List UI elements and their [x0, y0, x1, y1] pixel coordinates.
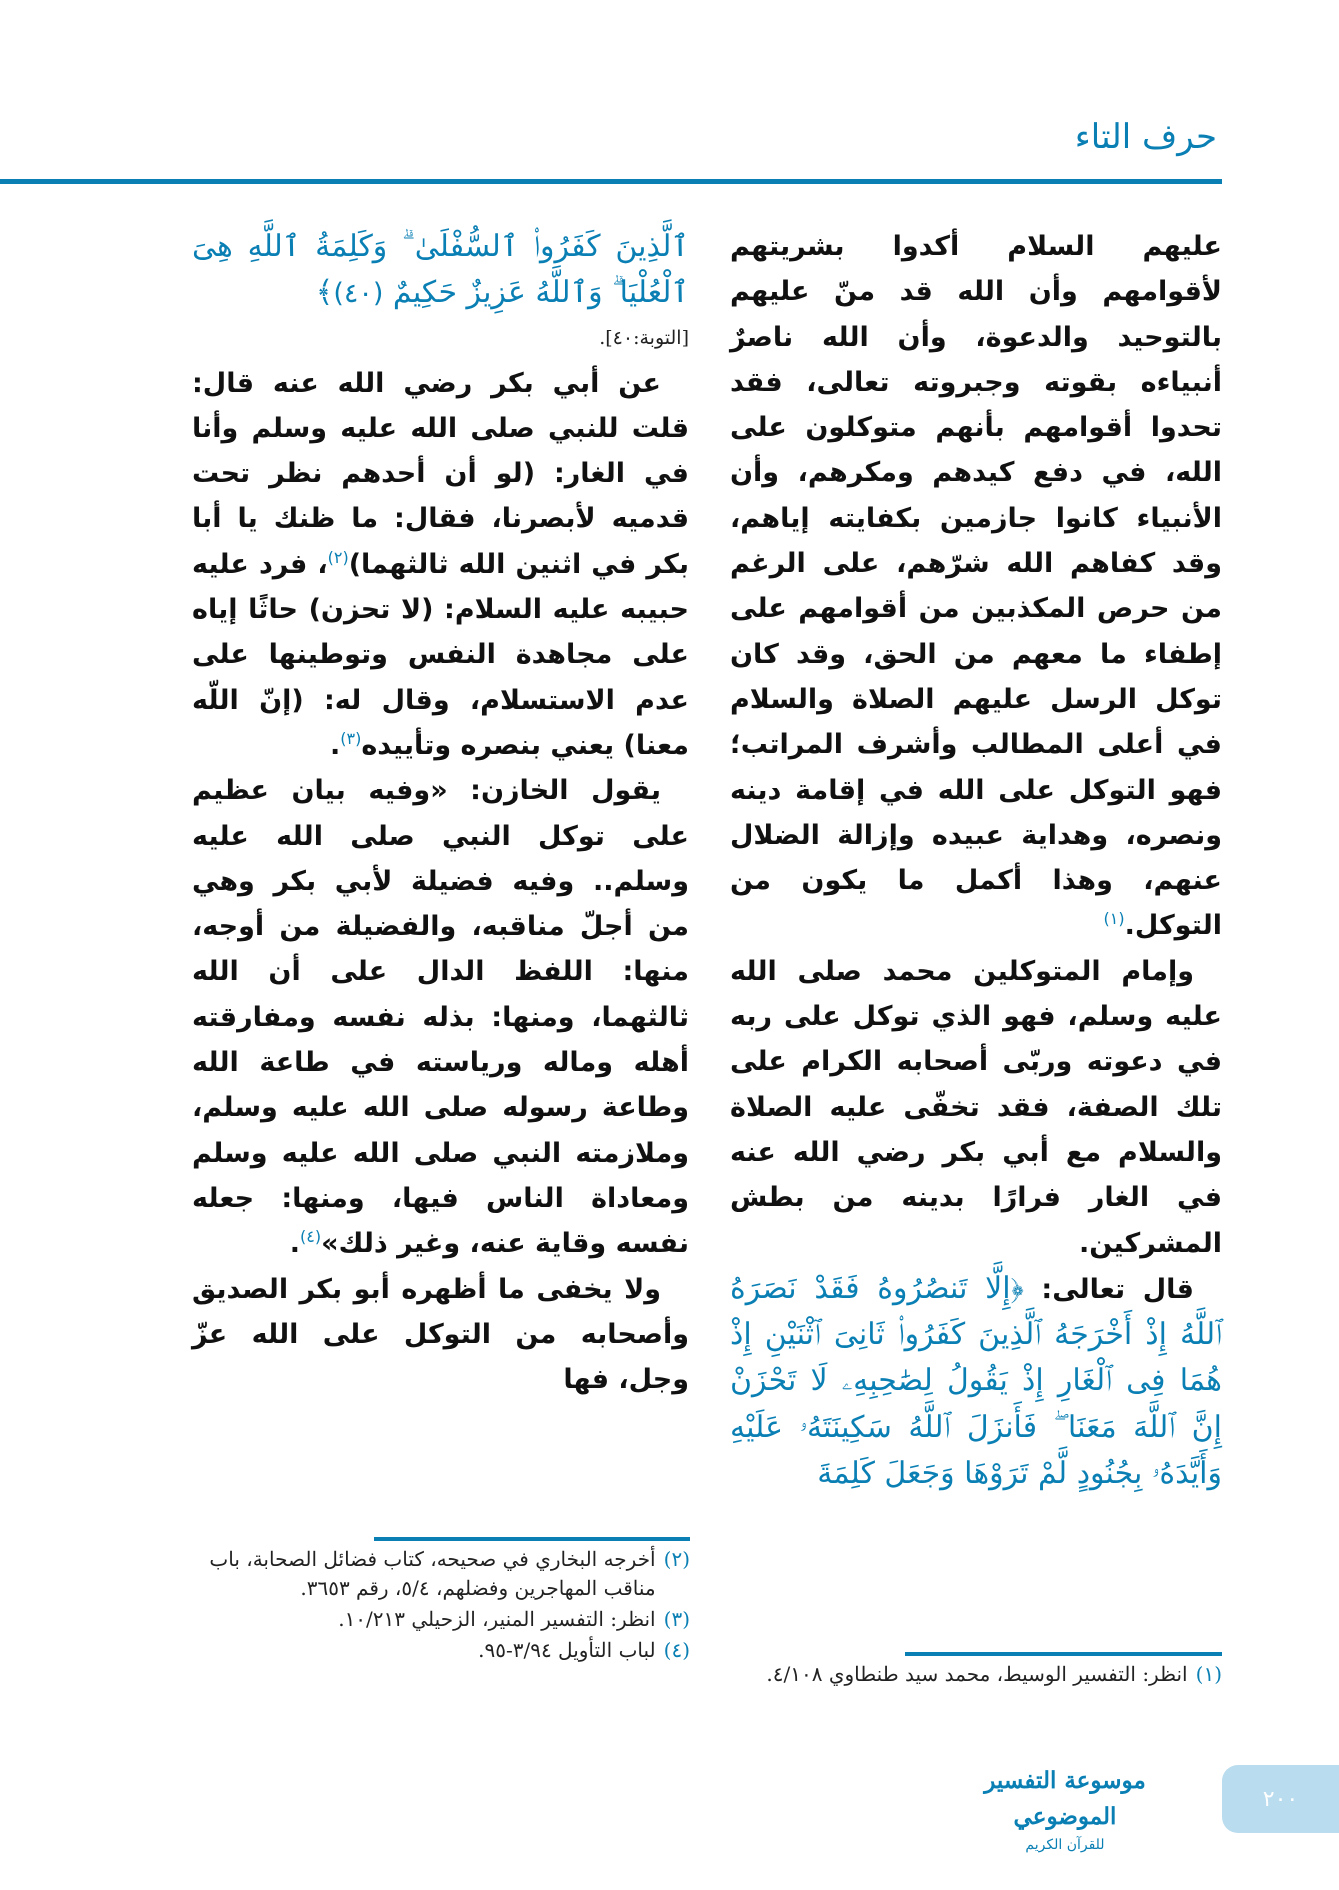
quran-verse: إِلَّا تَنصُرُوهُ فَقَدْ نَصَرَهُ ٱللَّهُ إِذْ أَخْرَجَهُ ٱلَّذِينَ كَفَرُوا۟ ثَانِىَ ٱثْنَيْنِ إِذْ هُمَا فِى ٱلْغَارِ إِذْ يَقُولُ لِصَٰحِبِهِۦ لَا تَحْزَنْ إِنَّ ٱللَّهَ مَعَنَا ۖ فَأَنزَلَ ٱللَّهُ سَكِينَتَهُۥ عَلَيْهِ وَأَيَّدَهُۥ بِجُنُودٍ لَّمْ تَرَوْهَا وَجَعَلَ كَلِمَةَ	[730, 1270, 1222, 1492]
footnote-ref[interactable]: (٤)	[300, 1227, 322, 1247]
quran-verse: ٱلَّذِينَ كَفَرُوا۟ ٱلسُّفْلَىٰ ۗ وَكَلِمَةُ ٱللَّهِ هِىَ ٱلْعُلْيَا ۗ وَٱللَّهُ عَزِيزٌ حَكِيمٌ	[192, 229, 689, 311]
paragraph-end: .	[330, 729, 341, 761]
footnote-ref[interactable]: (٣)	[340, 728, 362, 748]
ayah-number: ٤٠	[343, 278, 373, 310]
footnote-ref[interactable]: (١)	[1103, 909, 1125, 929]
page-number: ٢٠٠	[1262, 1786, 1299, 1812]
right-column	[730, 224, 1222, 1497]
paragraph: وإمام المتوكلين محمد صلى الله عليه وسلم، فهو الذي توكل على ربه في دعوته وربّى أصحابه الكرام على تلك الصفة، فقد تخفّى عليه الصلاة والسلام مع أبي بكر رضي الله عنه في الغار فرارًا بدينه من بطش المشركين.	[730, 955, 1222, 1259]
ayah-number-icon: (٤٠)	[333, 278, 384, 310]
paragraph-end: .	[289, 1228, 301, 1260]
footnote-ref[interactable]: (٢)	[327, 547, 349, 567]
footnote-divider-right	[905, 1652, 1222, 1656]
footnote-number: (١)	[1195, 1662, 1222, 1686]
logo-line-2: للقرآن الكريم	[1025, 1837, 1105, 1853]
footnote-item	[185, 1545, 690, 1603]
footnote-text: أخرجه البخاري في صحيحه، كتاب فضائل الصحابة، باب مناقب المهاجرين وفضلهم، ٥/٤، رقم ٣٦٥٣.	[209, 1547, 656, 1600]
footnote-item	[185, 1636, 690, 1665]
header-divider	[0, 179, 1222, 184]
quran-close-bracket: ﴾	[315, 275, 334, 311]
paragraph-text: عليهم السلام أكدوا بشريتهم لأقوامهم وأن الله قد منّ عليهم بالتوحيد والدعوة، وأن الله ناصرٌ أنبياءه بقوته وجبروته تعالى، فقد تحدوا أقوامهم بأنهم متوكلون على الله، في دفع كيدهم ومكرهم، وأن الأنبياء كانوا جازمين بكفايته إياهم، وقد كفاهم الله شرّهم، على الرغم من حرص المكذبين من أقوامهم على إطفاء ما معهم من الحق، وقد كان توكل الرسل عليهم الصلاة والسلام في أعلى المطالب وأشرف المراتب؛ فهو التوكل على الله في إقامة دينه ونصره، وهداية عبيده وإزالة الضلال عنهم، وهذا أكمل ما يكون من التوكل.	[730, 231, 1222, 942]
verse-reference: [التوبة:٤٠].	[599, 326, 689, 349]
paragraph: ولا يخفى ما أظهره أبو بكر الصديق وأصحابه من التوكل على الله عزّ وجل، فها	[192, 1273, 689, 1396]
chapter-title: حرف التاء	[1074, 117, 1217, 157]
footnotes-right	[730, 1660, 1222, 1691]
footnote-text: انظر: التفسير الوسيط، محمد سيد طنطاوي ٤/١٠٨.	[766, 1662, 1188, 1686]
footnote-number: (٤)	[663, 1638, 690, 1662]
footnote-item	[185, 1605, 690, 1634]
paragraph	[192, 768, 689, 1266]
footnotes-left	[185, 1545, 690, 1667]
quran-open-bracket: ﴿	[1010, 1270, 1024, 1306]
paragraph-text: عن أبي بكر رضي الله عنه قال: قلت للنبي صلى الله عليه وسلم وأنا في الغار: (لو أن أحدهم نظر تحت قدميه لأبصرنا، فقال: ما ظنك يا أبا بكر في اثنين الله ثالثهما)	[192, 367, 690, 580]
footnote-text: لباب التأويل ٣/٩٤-٩٥.	[478, 1638, 656, 1662]
paragraph	[730, 1266, 1222, 1497]
logo-line-1: موسوعة التفسير الموضوعي	[984, 1767, 1146, 1830]
footnote-number: (٢)	[663, 1547, 690, 1571]
footnote-text: انظر: التفسير المنير، الزحيلي ١٠/٢١٣.	[338, 1607, 656, 1631]
footnote-divider-left	[374, 1537, 690, 1541]
paragraph	[192, 361, 689, 769]
quran-continuation	[192, 224, 689, 317]
paragraph	[730, 224, 1222, 949]
left-column	[192, 224, 689, 1402]
footnote-item	[730, 1660, 1222, 1689]
paragraph-text: يقول الخازن: «وفيه بيان عظيم على توكل النبي صلى الله عليه وسلم.. وفيه فضيلة لأبي بكر وهي من أجلّ مناقبه، والفضيلة من أوجه، منها: اللفظ الدال على أن الله ثالثهما، ومنها: بذله نفسه ومفارقته أهله وماله ورياسته في طاعة الله وطاعة رسوله صلى الله عليه وسلم، وملازمته النبي صلى الله عليه وسلم ومعاداة الناس فيها، ومنها: جعله نفسه وقاية عنه، وغير ذلك»	[192, 775, 689, 1260]
page-number-badge	[1222, 1765, 1339, 1833]
encyclopedia-logo	[950, 1763, 1180, 1853]
quote-intro: قال تعالى:	[1041, 1273, 1194, 1305]
footnote-number: (٣)	[663, 1607, 690, 1631]
paragraph-text: ، فرد عليه حبيبه عليه السلام: (لا تحزن) حاثًا إياه على مجاهدة النفس وتوطينها على عدم الاستسلام، وقال له: (إنّ اللّه معنا) يعني بنصره وتأييده	[192, 548, 689, 761]
